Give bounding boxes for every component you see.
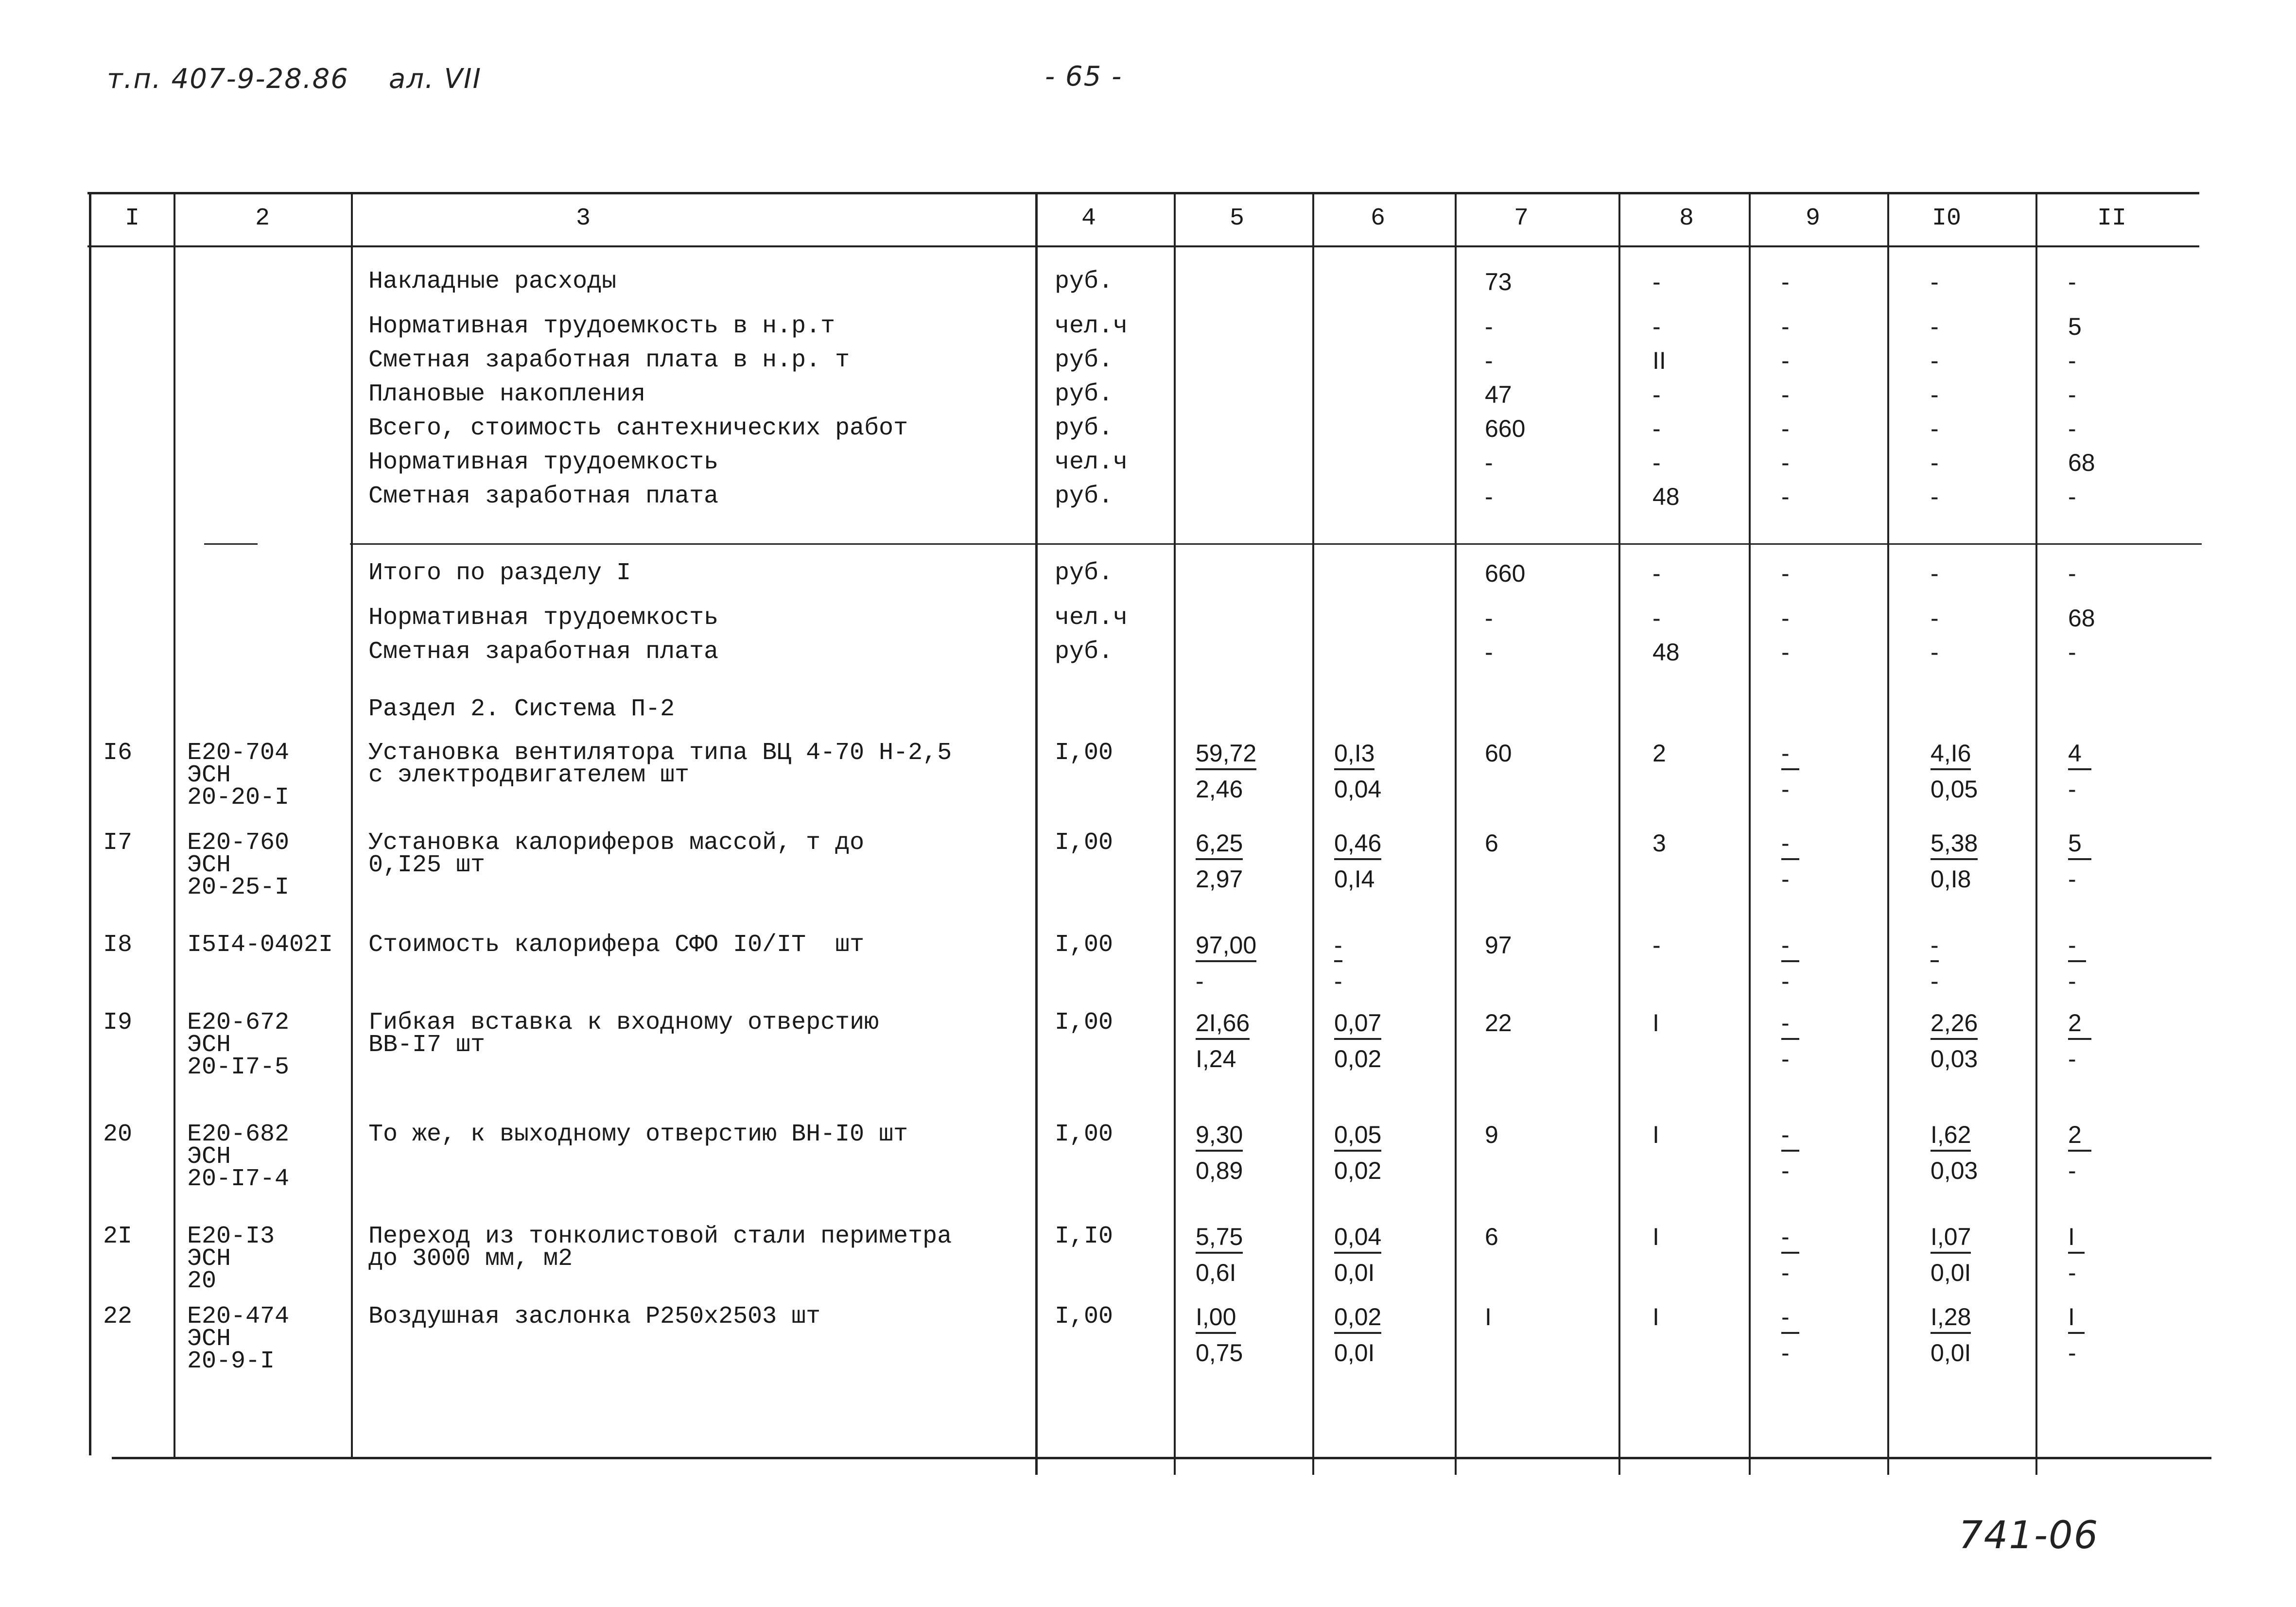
- cell-col9: -: [1781, 483, 1790, 510]
- fraction-c6: [1334, 1123, 1381, 1183]
- cell-col8: -: [1652, 932, 1661, 959]
- item-code: I5I4-0402I: [187, 931, 333, 959]
- fraction-numerator: -: [2068, 933, 2086, 962]
- fraction-numerator: 0,46: [1334, 831, 1381, 860]
- cell-col10: -: [1931, 268, 1939, 295]
- cell-col7: 60: [1485, 740, 1512, 767]
- column-header: I: [124, 205, 139, 232]
- col-line: [1035, 192, 1038, 1475]
- item-code: Е20-672: [187, 1009, 290, 1037]
- cell-col9: -: [1781, 415, 1790, 442]
- fraction-c11: [2068, 1123, 2091, 1183]
- fraction-denominator: 0,0I: [1334, 1259, 1375, 1286]
- row-name: Сметная заработная плата: [368, 638, 719, 666]
- cell-col7: 6: [1485, 829, 1498, 857]
- fraction-denominator: -: [1781, 776, 1790, 803]
- fraction-c9: [1781, 1011, 1799, 1071]
- row-name: Нормативная трудоемкость в н.р.т: [368, 312, 835, 340]
- cell-col7: -: [1485, 449, 1493, 476]
- cell-col8: -: [1652, 381, 1661, 408]
- cell-col11: -: [2068, 381, 2076, 408]
- archive-number: 741-06: [1959, 1514, 2099, 1557]
- item-quantity: I,00: [1055, 739, 1113, 767]
- fraction-numerator: -: [1931, 933, 1939, 962]
- fraction-c6: [1334, 831, 1381, 891]
- fraction-c5: [1196, 1225, 1243, 1285]
- fraction-numerator: 5,75: [1196, 1225, 1243, 1254]
- fraction-c11: [2068, 831, 2091, 891]
- fraction-denominator: -: [1781, 865, 1790, 893]
- cell-col7: -: [1485, 639, 1493, 666]
- row-name: Сметная заработная плата в н.р. т: [368, 346, 850, 374]
- fraction-c10: [1931, 933, 1939, 993]
- section-divider-left: [204, 543, 258, 545]
- column-header: 2: [255, 205, 270, 232]
- fraction-denominator: 0,0I: [1931, 1339, 1971, 1366]
- cell-col8: 48: [1652, 639, 1680, 666]
- fraction-denominator: 0,I8: [1931, 865, 1971, 893]
- fraction-c10: [1931, 1011, 1978, 1071]
- cell-col8: 48: [1652, 483, 1680, 510]
- cell-col7: 660: [1485, 415, 1526, 442]
- cell-col7: -: [1485, 347, 1493, 374]
- column-header: II: [2097, 205, 2126, 232]
- fraction-numerator: 0,I3: [1334, 741, 1374, 770]
- fraction-numerator: 2: [2068, 1011, 2091, 1040]
- item-number: I9: [103, 1009, 133, 1037]
- row-name: Нормативная трудоемкость: [368, 449, 719, 476]
- item-code: ЭСН: [187, 851, 231, 879]
- row-name: Итого по разделу I: [368, 559, 631, 587]
- fraction-numerator: 97,00: [1196, 933, 1256, 962]
- item-number: I7: [103, 829, 133, 857]
- row-unit: руб.: [1055, 638, 1113, 666]
- row-unit: руб.: [1055, 346, 1113, 374]
- fraction-numerator: -: [1781, 741, 1799, 770]
- cell-col7: -: [1485, 483, 1493, 510]
- fraction-c6: [1334, 1225, 1381, 1285]
- fraction-numerator: -: [1781, 933, 1799, 962]
- item-quantity: I,00: [1055, 1121, 1113, 1148]
- row-name: Накладные расходы: [368, 268, 617, 295]
- fraction-c11: [2068, 1225, 2085, 1285]
- fraction-numerator: I: [2068, 1305, 2085, 1334]
- cell-col8: I: [1652, 1303, 1659, 1331]
- row-unit: руб.: [1055, 415, 1113, 442]
- fraction-numerator: -: [1781, 1305, 1799, 1334]
- column-header: 5: [1229, 205, 1244, 232]
- item-code: 20-20-I: [187, 784, 290, 812]
- fraction-c5: [1196, 933, 1256, 993]
- cell-col9: -: [1781, 313, 1790, 340]
- cell-col11: 68: [2068, 449, 2095, 476]
- fraction-denominator: 0,75: [1196, 1339, 1243, 1366]
- fraction-c9: [1781, 933, 1799, 993]
- row-unit: чел.ч: [1055, 312, 1128, 340]
- fraction-c9: [1781, 1123, 1799, 1183]
- col-line: [1618, 192, 1620, 1475]
- cell-col11: -: [2068, 560, 2076, 587]
- fraction-c5: [1196, 1123, 1243, 1183]
- fraction-numerator: 5: [2068, 831, 2091, 860]
- fraction-c9: [1781, 1225, 1799, 1285]
- row-name: Сметная заработная плата: [368, 483, 719, 510]
- fraction-numerator: 6,25: [1196, 831, 1243, 860]
- fraction-c6: [1334, 933, 1342, 993]
- fraction-numerator: -: [1781, 831, 1799, 860]
- fraction-denominator: -: [2068, 776, 2076, 803]
- row-unit: руб.: [1055, 268, 1113, 295]
- cell-col7: 97: [1485, 932, 1512, 959]
- item-name: Гибкая вставка к входному отверстию: [368, 1009, 879, 1037]
- fraction-c10: [1931, 741, 1978, 801]
- cell-col8: 2: [1652, 740, 1666, 767]
- fraction-denominator: 0,02: [1334, 1045, 1382, 1072]
- fraction-denominator: -: [1781, 1157, 1790, 1184]
- fraction-c10: [1931, 1225, 1971, 1285]
- cell-col8: I: [1652, 1121, 1659, 1148]
- fraction-numerator: -: [1781, 1225, 1799, 1254]
- fraction-numerator: 9,30: [1196, 1123, 1243, 1152]
- fraction-denominator: -: [2068, 1045, 2076, 1072]
- fraction-denominator: 0,I4: [1334, 865, 1375, 893]
- item-quantity: I,00: [1055, 931, 1113, 959]
- row-name: Нормативная трудоемкость: [368, 604, 719, 632]
- cell-col9: -: [1781, 381, 1790, 408]
- item-code: Е20-I3: [187, 1223, 275, 1250]
- fraction-c6: [1334, 741, 1381, 801]
- fraction-denominator: -: [1781, 1259, 1790, 1286]
- row-unit: чел.ч: [1055, 604, 1128, 632]
- fraction-denominator: 0,0I: [1334, 1339, 1375, 1366]
- column-header: 9: [1805, 205, 1820, 232]
- fraction-numerator: 5,38: [1931, 831, 1978, 860]
- item-name: с электродвигателем шт: [368, 761, 690, 789]
- item-name: Установка вентилятора типа ВЦ 4-70 Н-2,5: [368, 739, 952, 767]
- column-header: 4: [1081, 205, 1096, 232]
- cell-col8: II: [1652, 347, 1666, 374]
- column-header: 3: [575, 205, 591, 232]
- cell-col8: 3: [1652, 829, 1666, 857]
- fraction-denominator: I,24: [1196, 1045, 1236, 1072]
- item-code: 20-9-I: [187, 1348, 275, 1375]
- cell-col8: -: [1652, 313, 1661, 340]
- fraction-c5: [1196, 831, 1243, 891]
- row-unit: руб.: [1055, 380, 1113, 408]
- fraction-c5: [1196, 1011, 1250, 1071]
- fraction-numerator: 0,04: [1334, 1225, 1381, 1254]
- fraction-denominator: 0,03: [1931, 1045, 1978, 1072]
- col-line: [1455, 192, 1457, 1475]
- cell-col7: I: [1485, 1303, 1492, 1331]
- cell-col11: -: [2068, 268, 2076, 295]
- fraction-c11: [2068, 741, 2091, 801]
- cell-col7: 6: [1485, 1223, 1498, 1250]
- fraction-denominator: 2,97: [1196, 865, 1243, 893]
- fraction-c9: [1781, 741, 1799, 801]
- cell-col10: -: [1931, 605, 1939, 632]
- item-quantity: I,00: [1055, 1303, 1113, 1331]
- fraction-numerator: I,07: [1931, 1225, 1971, 1254]
- fraction-denominator: -: [1781, 1045, 1790, 1072]
- fraction-denominator: -: [1931, 968, 1939, 995]
- fraction-c11: [2068, 1011, 2091, 1071]
- cell-col11: -: [2068, 639, 2076, 666]
- cell-col7: -: [1485, 605, 1493, 632]
- cell-col7: -: [1485, 313, 1493, 340]
- fraction-c11: [2068, 1305, 2085, 1365]
- col-line: [351, 192, 353, 1459]
- col-line: [2035, 192, 2037, 1475]
- fraction-numerator: 59,72: [1196, 741, 1256, 770]
- fraction-c11: [2068, 933, 2086, 993]
- fraction-c6: [1334, 1011, 1381, 1071]
- cell-col10: -: [1931, 415, 1939, 442]
- cell-col9: -: [1781, 268, 1790, 295]
- cell-col8: I: [1652, 1009, 1659, 1037]
- col-line: [1174, 192, 1176, 1475]
- item-code: ЭСН: [187, 1325, 231, 1353]
- cell-col8: -: [1652, 415, 1661, 442]
- cell-col9: -: [1781, 605, 1790, 632]
- item-code: ЭСН: [187, 1245, 231, 1273]
- item-code: ЭСН: [187, 761, 231, 789]
- row-unit: чел.ч: [1055, 449, 1128, 476]
- cell-col10: -: [1931, 639, 1939, 666]
- col-line: [89, 192, 91, 1455]
- col-line: [1749, 192, 1751, 1475]
- item-code: 20: [187, 1267, 217, 1295]
- fraction-c10: [1931, 1123, 1978, 1183]
- table-top-border: [87, 192, 2199, 194]
- fraction-c10: [1931, 831, 1978, 891]
- table-header-border: [87, 245, 2199, 247]
- col-line: [174, 192, 175, 1459]
- item-code: Е20-704: [187, 739, 290, 767]
- item-code: 20-I7-4: [187, 1165, 290, 1193]
- table-bottom-border: [112, 1457, 2211, 1459]
- cell-col10: -: [1931, 381, 1939, 408]
- item-number: 2I: [103, 1223, 133, 1250]
- item-code: Е20-682: [187, 1121, 290, 1148]
- item-code: Е20-474: [187, 1303, 290, 1331]
- fraction-numerator: 0,05: [1334, 1123, 1381, 1152]
- fraction-c9: [1781, 1305, 1799, 1365]
- cell-col10: -: [1931, 313, 1939, 340]
- album-number: ал. VII: [389, 63, 482, 95]
- cell-col11: -: [2068, 347, 2076, 374]
- fraction-c10: [1931, 1305, 1971, 1365]
- fraction-denominator: -: [1781, 968, 1790, 995]
- cell-col11: -: [2068, 483, 2076, 510]
- row-name: Плановые накопления: [368, 380, 646, 408]
- fraction-denominator: -: [2068, 1157, 2076, 1184]
- item-name: Стоимость калорифера СФО I0/IТ шт: [368, 931, 865, 959]
- fraction-c5: [1196, 741, 1256, 801]
- fraction-denominator: 0,89: [1196, 1157, 1243, 1184]
- fraction-numerator: 2: [2068, 1123, 2091, 1152]
- column-header: 7: [1513, 205, 1529, 232]
- cell-col11: 5: [2068, 313, 2082, 340]
- item-number: I8: [103, 931, 133, 959]
- fraction-numerator: -: [1334, 933, 1342, 962]
- item-name: 0,I25 шт: [368, 851, 486, 879]
- col-line: [1887, 192, 1889, 1475]
- row-name: Всего, стоимость сантехнических работ: [368, 415, 908, 442]
- cell-col10: -: [1931, 347, 1939, 374]
- row-unit: руб.: [1055, 483, 1113, 510]
- item-quantity: I,00: [1055, 829, 1113, 857]
- item-code: ЭСН: [187, 1031, 231, 1059]
- cell-col10: -: [1931, 483, 1939, 510]
- fraction-numerator: 0,07: [1334, 1011, 1381, 1040]
- cell-col9: -: [1781, 449, 1790, 476]
- fraction-denominator: 0,0I: [1931, 1259, 1971, 1286]
- item-code: 20-I7-5: [187, 1054, 290, 1081]
- fraction-numerator: 4: [2068, 741, 2091, 770]
- item-name: ВВ-I7 шт: [368, 1031, 486, 1059]
- fraction-numerator: 2,26: [1931, 1011, 1978, 1040]
- fraction-denominator: -: [1334, 968, 1342, 995]
- item-quantity: I,00: [1055, 1009, 1113, 1037]
- fraction-numerator: -: [1781, 1011, 1799, 1040]
- fraction-denominator: 0,02: [1334, 1157, 1382, 1184]
- cell-col9: -: [1781, 347, 1790, 374]
- section-divider: [350, 543, 2202, 545]
- fraction-numerator: 4,I6: [1931, 741, 1971, 770]
- cell-col7: 73: [1485, 268, 1512, 295]
- item-code: 20-25-I: [187, 874, 290, 901]
- item-name: до 3000 мм, м2: [368, 1245, 573, 1273]
- cell-col8: -: [1652, 605, 1661, 632]
- fraction-numerator: I,28: [1931, 1305, 1971, 1334]
- fraction-numerator: 0,02: [1334, 1305, 1381, 1334]
- item-name: Установка калориферов массой, т до: [368, 829, 865, 857]
- cell-col9: -: [1781, 639, 1790, 666]
- fraction-denominator: 0,6I: [1196, 1259, 1236, 1286]
- column-header: 8: [1679, 205, 1694, 232]
- fraction-denominator: -: [2068, 968, 2076, 995]
- fraction-c5: [1196, 1305, 1243, 1365]
- cell-col11: -: [2068, 415, 2076, 442]
- fraction-numerator: -: [1781, 1123, 1799, 1152]
- item-code: Е20-760: [187, 829, 290, 857]
- cell-col7: 660: [1485, 560, 1526, 587]
- item-number: 20: [103, 1121, 133, 1148]
- item-name: То же, к выходному отверстию ВН-I0 шт: [368, 1121, 908, 1148]
- cell-col10: -: [1931, 560, 1939, 587]
- row-unit: руб.: [1055, 559, 1113, 587]
- fraction-denominator: -: [2068, 865, 2076, 893]
- fraction-numerator: I,00: [1196, 1305, 1236, 1334]
- cell-col7: 22: [1485, 1009, 1512, 1037]
- item-code: ЭСН: [187, 1143, 231, 1171]
- cell-col10: -: [1931, 449, 1939, 476]
- column-header: I0: [1931, 205, 1961, 232]
- cell-col8: I: [1652, 1223, 1659, 1250]
- cell-col7: 9: [1485, 1121, 1498, 1148]
- cell-col8: -: [1652, 268, 1661, 295]
- section-title: Раздел 2. Система П-2: [368, 695, 675, 723]
- cell-col8: -: [1652, 560, 1661, 587]
- column-header: 6: [1370, 205, 1385, 232]
- cell-col11: 68: [2068, 605, 2095, 632]
- fraction-denominator: 2,46: [1196, 776, 1243, 803]
- fraction-c6: [1334, 1305, 1381, 1365]
- item-name: Воздушная заслонка Р250х2503 шт: [368, 1303, 821, 1331]
- fraction-denominator: -: [1196, 968, 1204, 995]
- fraction-denominator: -: [2068, 1259, 2076, 1286]
- cell-col8: -: [1652, 449, 1661, 476]
- cell-col9: -: [1781, 560, 1790, 587]
- fraction-c9: [1781, 831, 1799, 891]
- item-quantity: I,I0: [1055, 1223, 1113, 1250]
- item-name: Переход из тонколистовой стали периметра: [368, 1223, 952, 1250]
- col-line: [1312, 192, 1314, 1475]
- fraction-denominator: -: [1781, 1339, 1790, 1366]
- doc-reference: т.п. 407-9-28.86: [107, 63, 349, 95]
- item-number: I6: [103, 739, 133, 767]
- fraction-denominator: 0,04: [1334, 776, 1382, 803]
- cell-col7: 47: [1485, 381, 1512, 408]
- fraction-denominator: -: [2068, 1339, 2076, 1366]
- page-number: - 65 -: [1045, 61, 1123, 92]
- fraction-denominator: 0,03: [1931, 1157, 1978, 1184]
- fraction-denominator: 0,05: [1931, 776, 1978, 803]
- item-number: 22: [103, 1303, 133, 1331]
- fraction-numerator: 2I,66: [1196, 1011, 1250, 1040]
- fraction-numerator: I: [2068, 1225, 2085, 1254]
- fraction-numerator: I,62: [1931, 1123, 1971, 1152]
